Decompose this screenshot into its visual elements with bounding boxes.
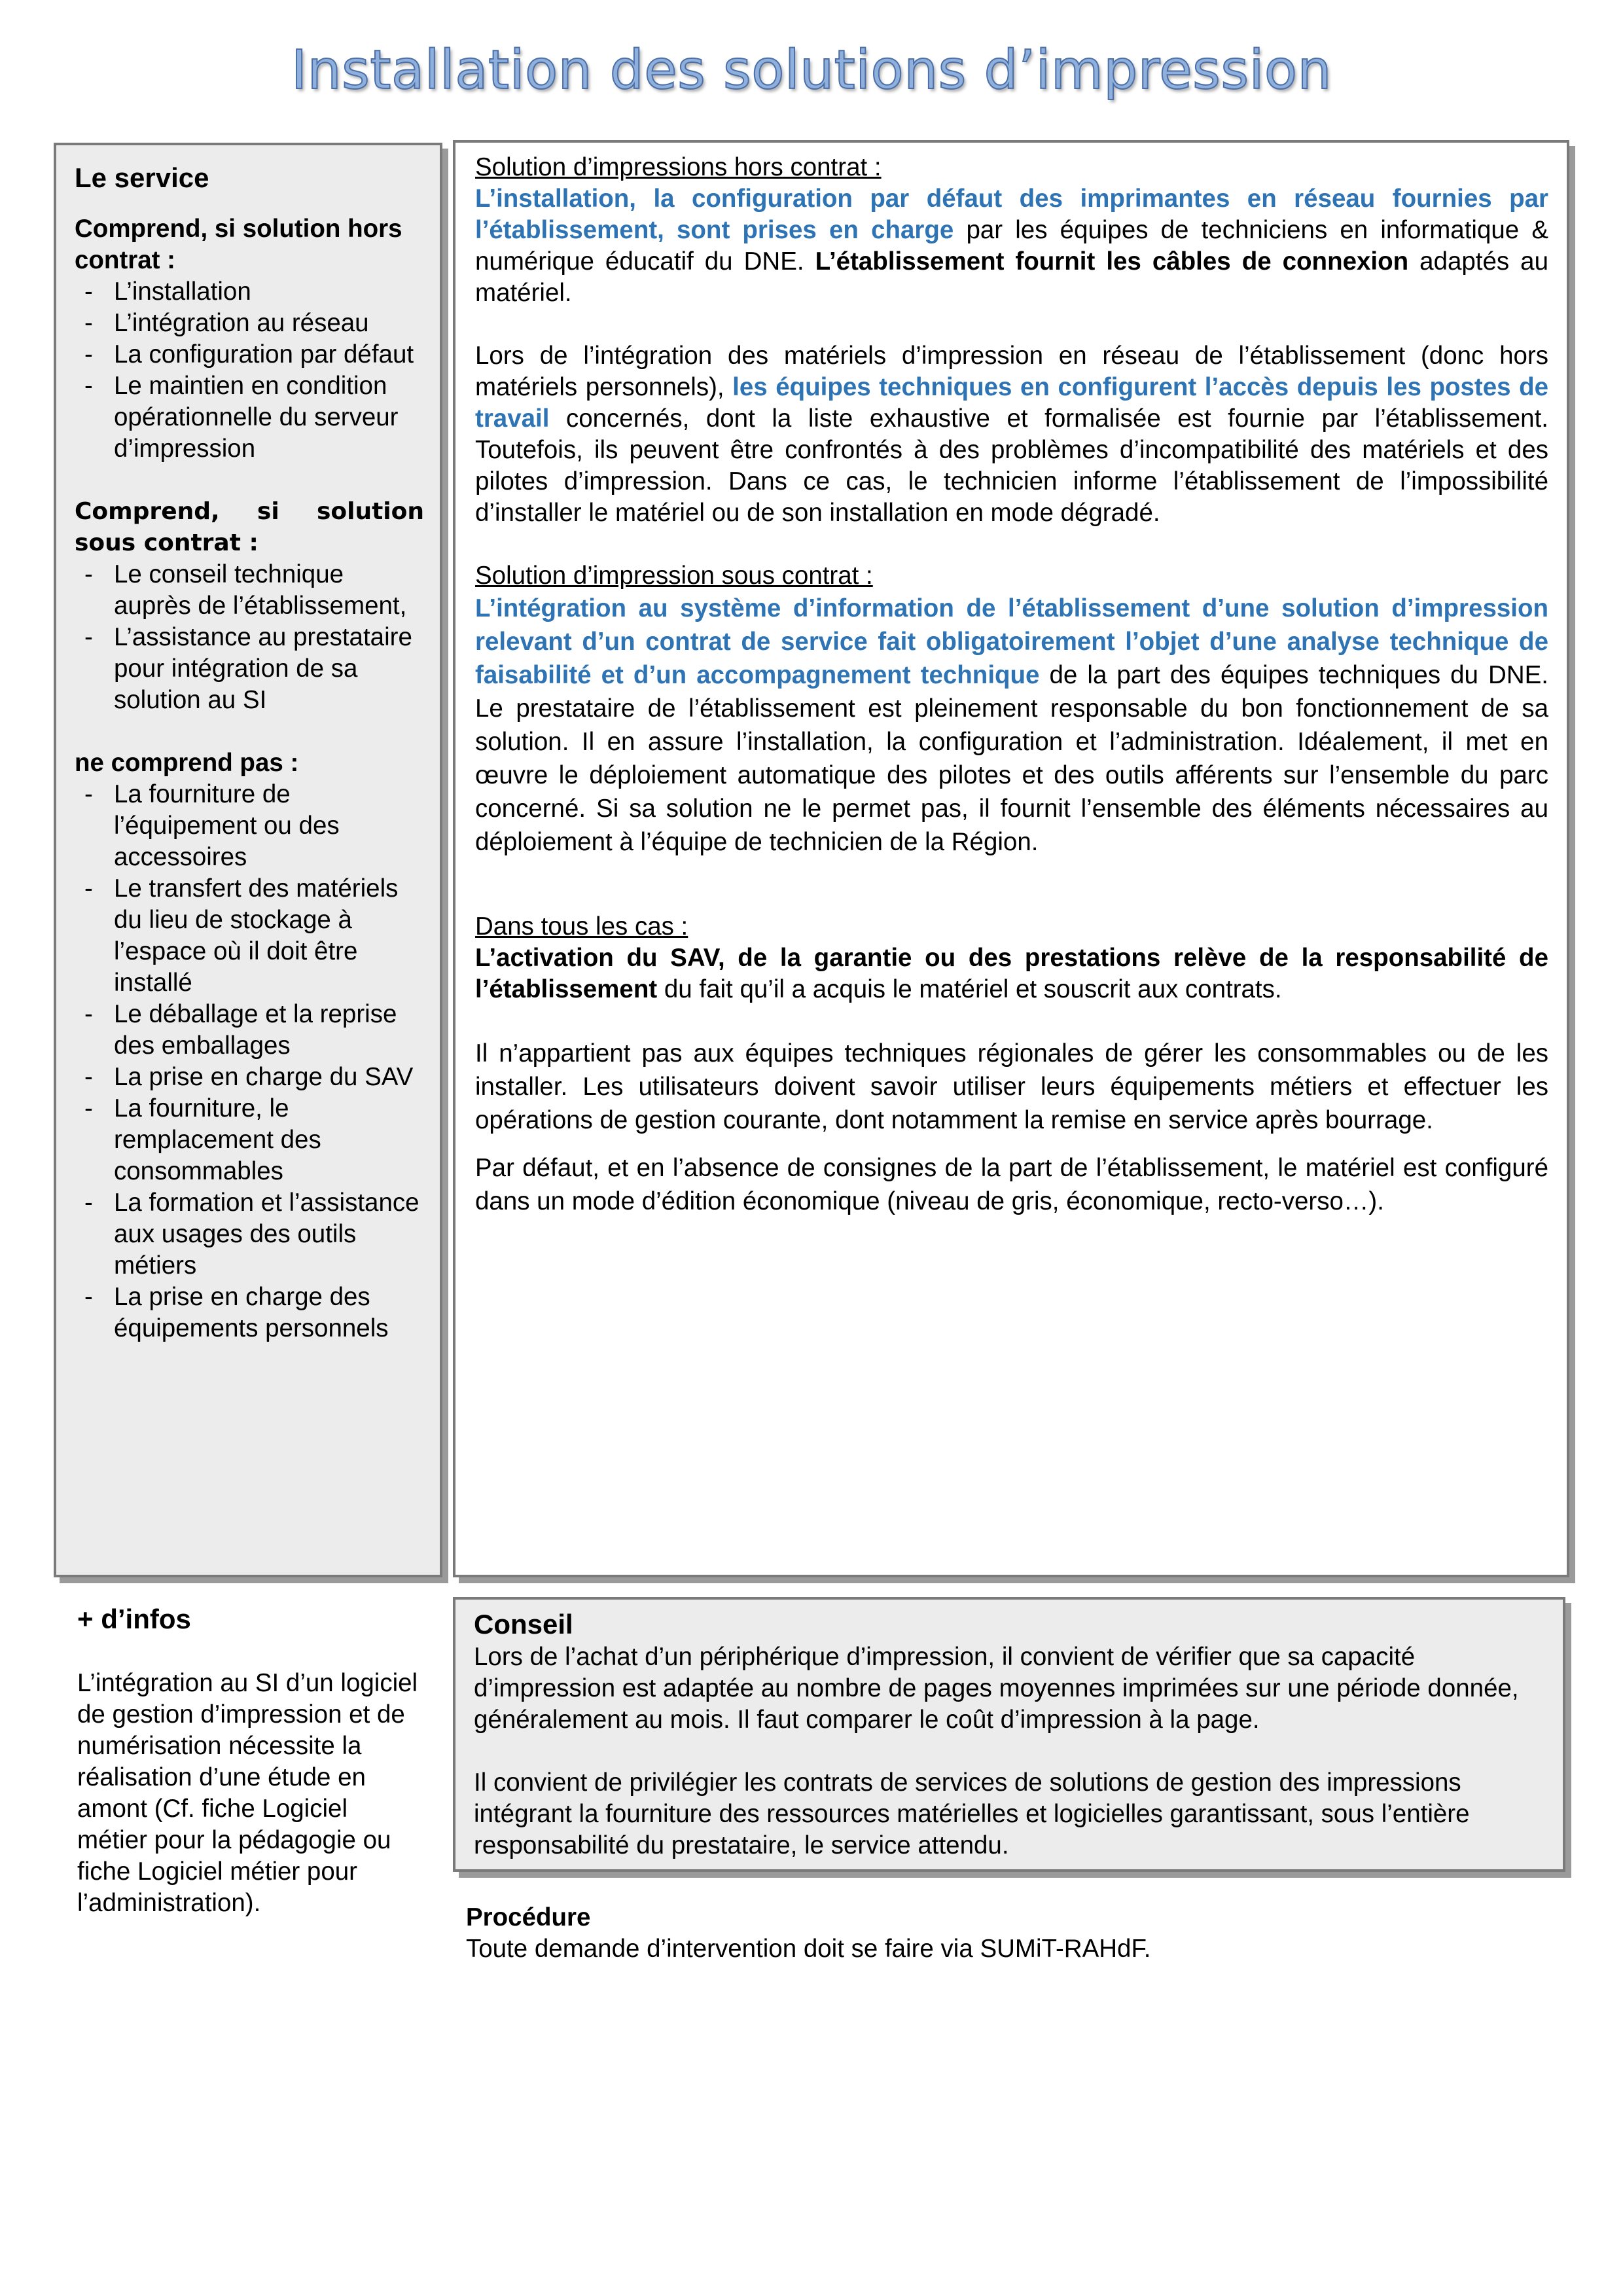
procedure-text: Toute demande d’intervention doit se faire via SUMiT-RAHdF.: [466, 1935, 1151, 1963]
list-item: - Le maintien en condition opérationnelle du serveur d’impression: [75, 370, 424, 465]
includes-sous-contrat-list: [75, 559, 424, 716]
infos-text: L’intégration au SI d’un logiciel de gestion d’impression et de numérisation nécessite la réalisation d’une étude en amont (Cf. fiche Logiciel métier pour la pédagogie ou fiche Logiciel métier pour l’administration).: [77, 1669, 418, 1917]
tous-cas-heading: Dans tous les cas :: [475, 912, 688, 941]
list-item: - L’installation: [75, 276, 424, 308]
excludes-list: [75, 779, 424, 1344]
hors-contrat-paragraph-2: Lors de l’intégration des matériels d’impression en réseau de l’établissement (donc hors matériels personnels), les équipes techniques en configurent l’accès depuis les postes de travail concernés, dont la liste exhaustive et formalisée est fournie par l’établissement. Toutefois, ils peuvent être confrontés à des problèmes d’incompatibilité des matériels et des pilotes d’impression. Dans ce cas, le technicien informe l’établissement de l’impossibilité d’installer le matériel ou de son installation en mode dégradé.: [475, 342, 1549, 527]
hors-contrat-heading: Solution d’impressions hors contrat :: [475, 153, 882, 181]
list-item: - Le conseil technique auprès de l’établissement,: [75, 559, 424, 622]
conseil-content: [474, 1607, 1537, 1861]
main-panel: [453, 140, 1569, 1577]
list-item: - La configuration par défaut: [75, 339, 424, 370]
excludes-heading: ne comprend pas :: [75, 749, 299, 777]
hors-contrat-paragraph-1: L’installation, la configuration par défaut des imprimantes en réseau fournies par l’établissement, sont prises en charge par les équipes de techniciens en informatique & numérique éducatif du DNE. L’établissement fournit les câbles de connexion adaptés au matériel.: [475, 185, 1548, 307]
main-content: [475, 152, 1548, 1218]
list-item: - La formation et l’assistance aux usages des outils métiers: [75, 1187, 424, 1282]
list-item: - La prise en charge des équipements personnels: [75, 1282, 424, 1344]
page-title: Installation des solutions d’impression: [291, 39, 1332, 101]
list-item: - L’assistance au prestataire pour intégration de sa solution au SI: [75, 622, 424, 716]
tous-cas-paragraph-3: Par défaut, et en l’absence de consignes de la part de l’établissement, le matériel est configuré dans un mode d’édition économique (niveau de gris, économique, recto-verso…).: [475, 1154, 1548, 1215]
procedure-heading: Procédure: [466, 1903, 591, 1931]
includes-sous-contrat-heading: Comprend, si solution sous contrat :: [75, 498, 424, 556]
infos-heading: + d’infos: [77, 1604, 191, 1634]
list-item: - La fourniture de l’équipement ou des accessoires: [75, 779, 424, 873]
tous-cas-paragraph-2: Il n’appartient pas aux équipes techniques régionales de gérer les consommables ou de les installer. Les utilisateurs doivent savoir utiliser leurs équipements métiers et effectuer les opérations de gestion courante, dont notamment la remise en service après bourrage.: [475, 1039, 1548, 1134]
sous-contrat-paragraph: L’intégration au système d’information de l’établissement d’une solution d’impression relevant d’un contrat de service fait obligatoirement l’objet d’une analyse technique de faisabilité et d’un accompagnement technique de la part des équipes techniques du DNE. Le prestataire de l’établissement est pleinement responsable du bon fonctionnement de sa solution. Il en assure l’installation, la configuration et l’administration. Idéalement, il met en œuvre le déploiement automatique des pilotes et des outils afférents sur l’ensemble du parc concerné. Si sa solution ne le permet pas, il fournit l’ensemble des éléments nécessaires au déploiement à l’équipe de technicien de la Région.: [475, 594, 1548, 856]
list-item: - L’intégration au réseau: [75, 308, 424, 339]
infos-section: [77, 1602, 424, 1919]
includes-hors-contrat-heading: Comprend, si solution hors contrat :: [75, 215, 402, 274]
conseil-panel: [453, 1597, 1565, 1872]
list-item: - La prise en charge du SAV: [75, 1062, 424, 1093]
sous-contrat-heading: Solution d’impression sous contrat :: [475, 562, 873, 590]
list-item: - Le déballage et la reprise des emballages: [75, 999, 424, 1062]
service-panel: [54, 143, 442, 1577]
service-heading: Le service: [75, 162, 209, 193]
list-item: - La fourniture, le remplacement des consommables: [75, 1093, 424, 1187]
procedure-section: [466, 1902, 1546, 1965]
includes-hors-contrat-list: [75, 276, 424, 465]
tous-cas-paragraph-1: L’activation du SAV, de la garantie ou des prestations relève de la responsabilité de l’établissement du fait qu’il a acquis le matériel et souscrit aux contrats.: [475, 944, 1548, 1003]
conseil-paragraph-2: Il convient de privilégier les contrats de services de solutions de gestion des impressions intégrant la fourniture des ressources matérielles et logicielles garantissant, sous l’entière responsabilité du prestataire, le service attendu.: [474, 1768, 1470, 1859]
conseil-paragraph-1: Lors de l’achat d’un périphérique d’impression, il convient de vérifier que sa capacité d’impression est adaptée au nombre de pages moyennes imprimées sur une période donnée, généralement au mois. Il faut comparer le coût d’impression à la page.: [474, 1643, 1519, 1734]
list-item: - Le transfert des matériels du lieu de stockage à l’espace où il doit être installé: [75, 873, 424, 999]
conseil-heading: Conseil: [474, 1609, 573, 1640]
service-content: [75, 154, 424, 1344]
